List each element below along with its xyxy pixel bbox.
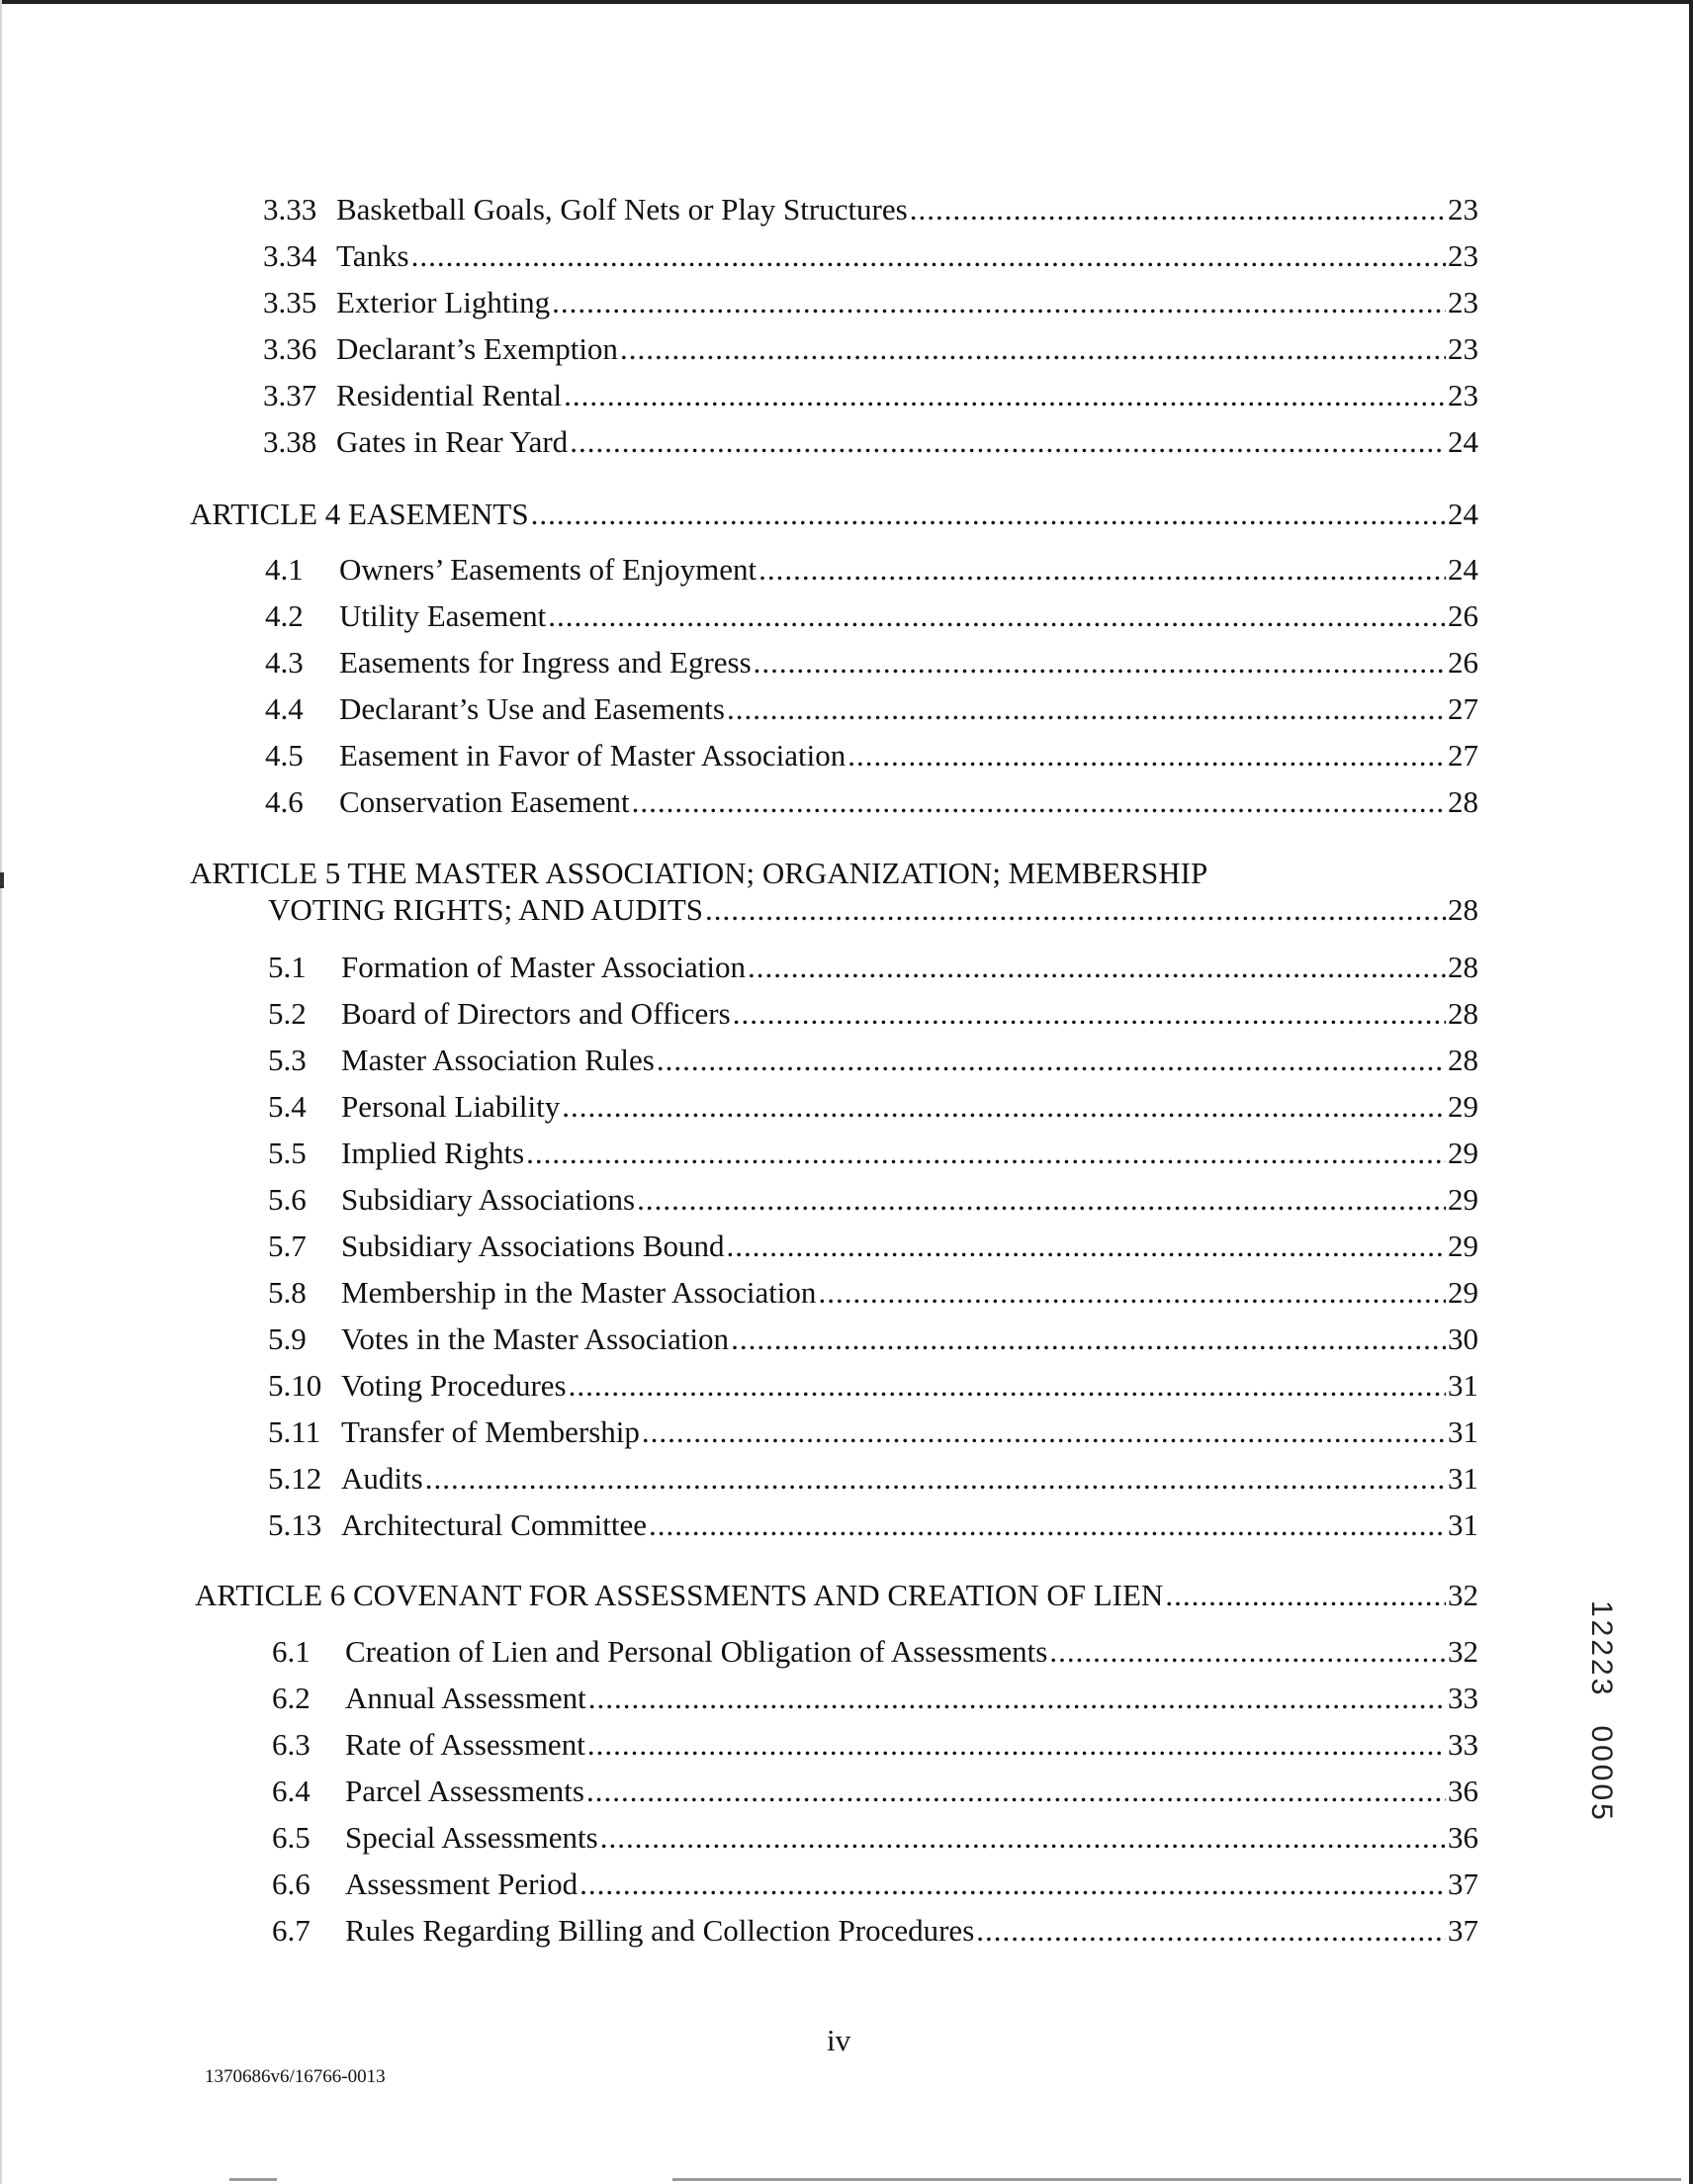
- entry-page: 23: [1448, 192, 1478, 227]
- dot-leader: [531, 495, 1446, 534]
- toc-entry-6-6: [272, 1865, 1478, 1904]
- article-title: VOTING RIGHTS; AND AUDITS: [268, 892, 704, 927]
- entry-page: 28: [1448, 950, 1478, 984]
- dot-leader: [1165, 1576, 1446, 1615]
- entry-page: 27: [1448, 738, 1478, 773]
- entry-page: 29: [1448, 1089, 1478, 1124]
- toc-entry-5-1: [268, 948, 1478, 987]
- toc-entry-6-5: [272, 1818, 1478, 1858]
- entry-number: 4.5: [265, 738, 304, 773]
- entry-page: 23: [1448, 331, 1478, 366]
- entry-number: 4.6: [265, 784, 304, 819]
- toc-entry-6-4: [272, 1772, 1478, 1811]
- entry-number: 5.9: [268, 1321, 307, 1356]
- entry-page: 32: [1448, 1578, 1478, 1612]
- entry-page: 37: [1448, 1913, 1478, 1948]
- dot-leader: [548, 596, 1446, 636]
- entry-page: 29: [1448, 1182, 1478, 1217]
- entry-number: 5.2: [268, 996, 307, 1031]
- entry-page: 31: [1448, 1507, 1478, 1542]
- dot-leader: [657, 1041, 1446, 1080]
- entry-page: 36: [1448, 1774, 1478, 1808]
- entry-page: 33: [1448, 1681, 1478, 1715]
- dot-leader: [727, 1227, 1446, 1266]
- entry-title: Declarant’s Use and Easements: [339, 691, 725, 726]
- toc-entry-5-12: [268, 1459, 1478, 1499]
- dot-leader: [411, 236, 1446, 276]
- entry-title: Board of Directors and Officers: [341, 996, 731, 1031]
- entry-page: 29: [1448, 1275, 1478, 1310]
- dot-leader: [642, 1412, 1446, 1452]
- dot-leader: [552, 283, 1446, 322]
- entry-title: Votes in the Master Association: [341, 1321, 730, 1356]
- toc-entry-5-2: [268, 994, 1478, 1034]
- entry-title: Easements for Ingress and Egress: [339, 645, 752, 680]
- toc-article-4: [190, 495, 1478, 534]
- toc-entry-3-37: [263, 376, 1478, 415]
- toc-entry-4-2: [265, 596, 1478, 636]
- bates-stamp: [1586, 1600, 1616, 1851]
- entry-title: Personal Liability: [341, 1089, 561, 1124]
- entry-page: 23: [1448, 378, 1478, 412]
- entry-title: Rules Regarding Billing and Collection Procedures: [345, 1913, 975, 1948]
- toc-entry-4-6: [265, 782, 1478, 822]
- dot-leader: [637, 1180, 1446, 1220]
- entry-title: Audits: [341, 1461, 423, 1496]
- dot-leader: [600, 1818, 1446, 1858]
- bates-stamp-part1: 12223: [1585, 1600, 1618, 1698]
- entry-title: Subsidiary Associations Bound: [341, 1228, 725, 1263]
- dot-leader: [748, 948, 1446, 987]
- entry-page: 28: [1448, 784, 1478, 819]
- entry-title: Assessment Period: [345, 1866, 579, 1901]
- dot-leader: [910, 190, 1446, 229]
- entry-number: 6.7: [272, 1913, 311, 1948]
- toc-entry-5-8: [268, 1273, 1478, 1313]
- entry-title: Rate of Assessment: [345, 1727, 585, 1762]
- entry-number: 4.1: [265, 552, 304, 587]
- entry-title: Voting Procedures: [341, 1368, 567, 1403]
- entry-number: 4.4: [265, 691, 304, 726]
- entry-title: Formation of Master Association: [341, 950, 746, 984]
- dot-leader: [588, 1679, 1446, 1718]
- entry-number: 3.35: [263, 285, 317, 319]
- entry-number: 5.12: [268, 1461, 322, 1496]
- scan-mark-bottom-middle: [672, 2178, 1681, 2181]
- entry-title: Implied Rights: [341, 1136, 525, 1170]
- entry-title: Transfer of Membership: [341, 1414, 640, 1449]
- dot-leader: [620, 329, 1446, 369]
- toc-article-6: [195, 1576, 1478, 1615]
- dot-leader: [632, 782, 1446, 822]
- entry-page: 26: [1448, 645, 1478, 680]
- entry-number: 5.13: [268, 1507, 322, 1542]
- toc-entry-4-4: [265, 689, 1478, 729]
- entry-title: Subsidiary Associations: [341, 1182, 636, 1217]
- entry-number: 3.38: [263, 424, 317, 459]
- toc-entry-5-11: [268, 1412, 1478, 1452]
- entry-page: 26: [1448, 598, 1478, 633]
- scan-mark-bottom-left: [229, 2178, 277, 2181]
- toc-entry-3-35: [263, 283, 1478, 322]
- dot-leader: [586, 1772, 1446, 1811]
- entry-number: 5.7: [268, 1228, 307, 1263]
- entry-page: 23: [1448, 285, 1478, 319]
- entry-page: 23: [1448, 238, 1478, 273]
- dot-leader: [587, 1725, 1446, 1765]
- entry-title: Creation of Lien and Personal Obligation of Assessments: [345, 1634, 1048, 1669]
- entry-number: 5.11: [268, 1414, 321, 1449]
- entry-page: 28: [1448, 996, 1478, 1031]
- dot-leader: [1049, 1632, 1446, 1672]
- entry-page: 36: [1448, 1820, 1478, 1855]
- entry-number: 5.3: [268, 1043, 307, 1077]
- entry-page: 31: [1448, 1368, 1478, 1403]
- dot-leader: [564, 376, 1446, 415]
- dot-leader: [733, 994, 1446, 1034]
- entry-title: Tanks: [336, 238, 409, 273]
- dot-leader: [579, 1865, 1446, 1904]
- entry-page: 31: [1448, 1414, 1478, 1449]
- entry-number: 6.2: [272, 1681, 311, 1715]
- entry-title: Declarant’s Exemption: [336, 331, 618, 366]
- entry-number: 3.37: [263, 378, 317, 412]
- entry-page: 32: [1448, 1634, 1478, 1669]
- entry-title: Architectural Committee: [341, 1507, 648, 1542]
- toc-article-5: [268, 890, 1478, 930]
- dot-leader: [758, 550, 1446, 590]
- toc-entry-6-7: [272, 1911, 1478, 1951]
- entry-number: 5.1: [268, 950, 307, 984]
- dot-leader: [847, 736, 1446, 775]
- toc-entry-6-1: [272, 1632, 1478, 1672]
- toc-entry-5-3: [268, 1041, 1478, 1080]
- entry-title: Gates in Rear Yard: [336, 424, 569, 459]
- dot-leader: [754, 643, 1446, 682]
- toc-entry-3-38: [263, 422, 1478, 462]
- article-title: ARTICLE 4 EASEMENTS: [190, 497, 529, 531]
- toc-entry-5-10: [268, 1366, 1478, 1406]
- entry-title: Residential Rental: [336, 378, 563, 412]
- entry-title: Basketball Goals, Golf Nets or Play Structures: [336, 192, 908, 227]
- entry-number: 3.36: [263, 331, 317, 366]
- toc-entry-4-3: [265, 643, 1478, 682]
- entry-number: 6.4: [272, 1774, 311, 1808]
- toc-entry-4-5: [265, 736, 1478, 775]
- page-number: iv: [827, 2023, 851, 2057]
- entry-page: 30: [1448, 1321, 1478, 1356]
- toc-entry-5-4: [268, 1087, 1478, 1127]
- bates-stamp-part2: 00005: [1585, 1725, 1618, 1823]
- entry-number: 5.6: [268, 1182, 307, 1217]
- entry-title: Utility Easement: [339, 598, 547, 633]
- dot-leader: [705, 890, 1446, 930]
- toc-entry-6-3: [272, 1725, 1478, 1765]
- entry-page: 24: [1448, 497, 1478, 531]
- entry-page: 31: [1448, 1461, 1478, 1496]
- dot-leader: [569, 1366, 1446, 1406]
- toc-entry-5-6: [268, 1180, 1478, 1220]
- dot-leader: [818, 1273, 1446, 1313]
- entry-page: 24: [1448, 552, 1478, 587]
- entry-page: 28: [1448, 892, 1478, 927]
- entry-number: 6.3: [272, 1727, 311, 1762]
- entry-title: Easement in Favor of Master Association: [339, 738, 846, 773]
- toc-entry-3-36: [263, 329, 1478, 369]
- dot-leader: [976, 1911, 1446, 1951]
- toc-entry-5-7: [268, 1227, 1478, 1266]
- article-title: ARTICLE 6 COVENANT FOR ASSESSMENTS AND CREATION OF LIEN: [195, 1578, 1164, 1612]
- toc-article-5-line1: ARTICLE 5 THE MASTER ASSOCIATION; ORGANIZATION; MEMBERSHIP: [190, 856, 1208, 890]
- toc-entry-6-2: [272, 1679, 1478, 1718]
- dot-leader: [731, 1320, 1446, 1359]
- entry-number: 4.2: [265, 598, 304, 633]
- dot-leader: [570, 422, 1446, 462]
- entry-page: 29: [1448, 1228, 1478, 1263]
- dot-leader: [562, 1087, 1446, 1127]
- entry-title: Membership in the Master Association: [341, 1275, 817, 1310]
- toc-entry-5-5: [268, 1134, 1478, 1173]
- entry-page: 33: [1448, 1727, 1478, 1762]
- entry-number: 5.8: [268, 1275, 307, 1310]
- entry-number: 4.3: [265, 645, 304, 680]
- entry-number: 3.34: [263, 238, 317, 273]
- entry-number: 6.1: [272, 1634, 311, 1669]
- toc-entry-5-9: [268, 1320, 1478, 1359]
- entry-number: 5.10: [268, 1368, 322, 1403]
- dot-leader: [727, 689, 1446, 729]
- dot-leader: [649, 1505, 1446, 1545]
- entry-title: Annual Assessment: [345, 1681, 586, 1715]
- entry-page: 28: [1448, 1043, 1478, 1077]
- toc-entry-4-1: [265, 550, 1478, 590]
- entry-number: 5.5: [268, 1136, 307, 1170]
- toc-entry-3-33: [263, 190, 1478, 229]
- toc-entry-5-13: [268, 1505, 1478, 1545]
- entry-number: 6.6: [272, 1866, 311, 1901]
- entry-number: 3.33: [263, 192, 317, 227]
- dot-leader: [526, 1134, 1446, 1173]
- entry-number: 5.4: [268, 1089, 307, 1124]
- document-id: 1370686v6/16766-0013: [205, 2066, 386, 2087]
- entry-page: 24: [1448, 424, 1478, 459]
- entry-title: Parcel Assessments: [345, 1774, 584, 1808]
- entry-page: 29: [1448, 1136, 1478, 1170]
- entry-page: 37: [1448, 1866, 1478, 1901]
- dot-leader: [425, 1459, 1446, 1499]
- entry-title: Special Assessments: [345, 1820, 598, 1855]
- entry-page: 27: [1448, 691, 1478, 726]
- entry-number: 6.5: [272, 1820, 311, 1855]
- entry-title: Exterior Lighting: [336, 285, 551, 319]
- entry-title: Owners’ Easements of Enjoyment: [339, 552, 757, 587]
- entry-title: Conservation Easement: [339, 784, 630, 819]
- entry-title: Master Association Rules: [341, 1043, 655, 1077]
- toc-entry-3-34: [263, 236, 1478, 276]
